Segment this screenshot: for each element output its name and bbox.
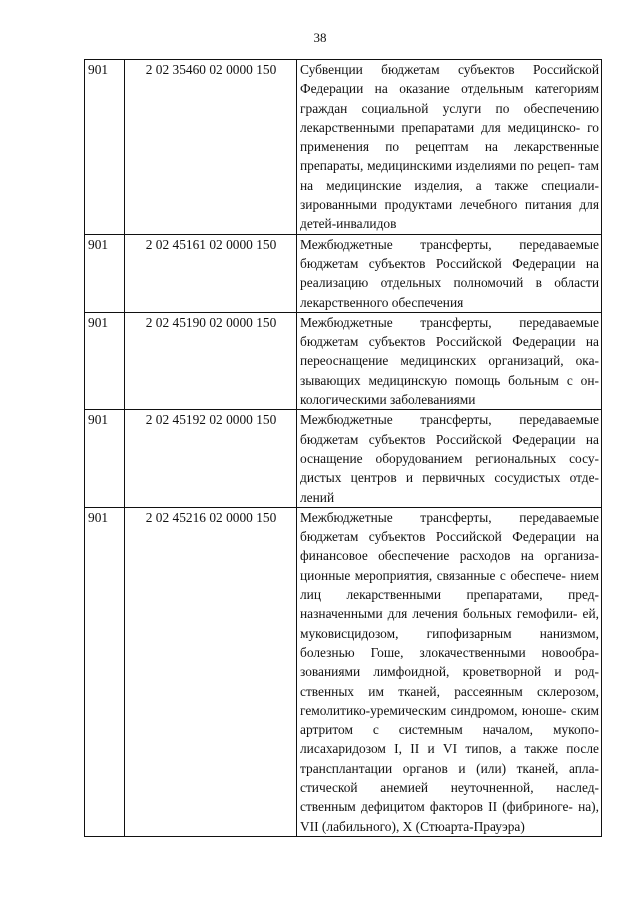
- income-name-cell: Межбюджетные трансферты, передаваемые бюджетам субъектов Российской Федерации на реализацию отдельных полномочий в области лекарственного обеспечения: [297, 234, 602, 312]
- admin-code-cell: 901: [85, 234, 125, 312]
- budget-classification-table: [84, 59, 602, 837]
- admin-code-cell: 901: [85, 60, 125, 235]
- table-row: [85, 410, 602, 507]
- income-name-cell: Межбюджетные трансферты, передаваемые бюджетам субъектов Российской Федерации на переоснащение медицинских организаций, ока- зывающих медицинскую помощь больным с он- кологическими заболеваниями: [297, 312, 602, 409]
- admin-code-cell: 901: [85, 410, 125, 507]
- budget-code-cell: 2 02 45190 02 0000 150: [125, 312, 297, 409]
- budget-code-cell: 2 02 35460 02 0000 150: [125, 60, 297, 235]
- income-name-cell: Субвенции бюджетам субъектов Российской Федерации на оказание отдельным категориям граждан социальной услуги по обеспечению лекарственными препаратами для медицинско- го применения по рецептам на лекарственные препараты, медицинскими изделиями по рецеп- там на медицинские изделия, а также специали- зированными продуктами лечебного питания для детей-инвалидов: [297, 60, 602, 235]
- admin-code-cell: 901: [85, 312, 125, 409]
- table-row: [85, 234, 602, 312]
- table-row: [85, 507, 602, 836]
- table-row: [85, 60, 602, 235]
- admin-code-cell: 901: [85, 507, 125, 836]
- income-name-cell: Межбюджетные трансферты, передаваемые бюджетам субъектов Российской Федерации на финансовое обеспечение расходов на организа- ционные мероприятия, связанные с обеспече- нием лиц лекарственными препаратами, пред- назначенными для лечения больных гемофили- ей, муковисцидозом, гипофизарным нанизмом, болезнью Гоше, злокачественными новообра- зованиями лимфоидной, кроветворной и род- ственных им тканей, рассеянным склерозом, гемолитико-уремическим синдромом, юноше- ским артритом с системным началом, мукопо- лисахаридозом I, II и VI типов, а также после трансплантации органов и (или) тканей, апла- стической анемией неуточненной, наслед- ственным дефицитом факторов II (фибриноге- на), VII (лабильного), X (Стюарта-Прауэра): [297, 507, 602, 836]
- budget-code-cell: 2 02 45161 02 0000 150: [125, 234, 297, 312]
- income-name-cell: Межбюджетные трансферты, передаваемые бюджетам субъектов Российской Федерации на оснащение оборудованием региональных сосу- дистых центров и первичных сосудистых отде- лений: [297, 410, 602, 507]
- page-number: 38: [313, 30, 327, 45]
- budget-code-cell: 2 02 45192 02 0000 150: [125, 410, 297, 507]
- table-row: [85, 312, 602, 409]
- budget-code-cell: 2 02 45216 02 0000 150: [125, 507, 297, 836]
